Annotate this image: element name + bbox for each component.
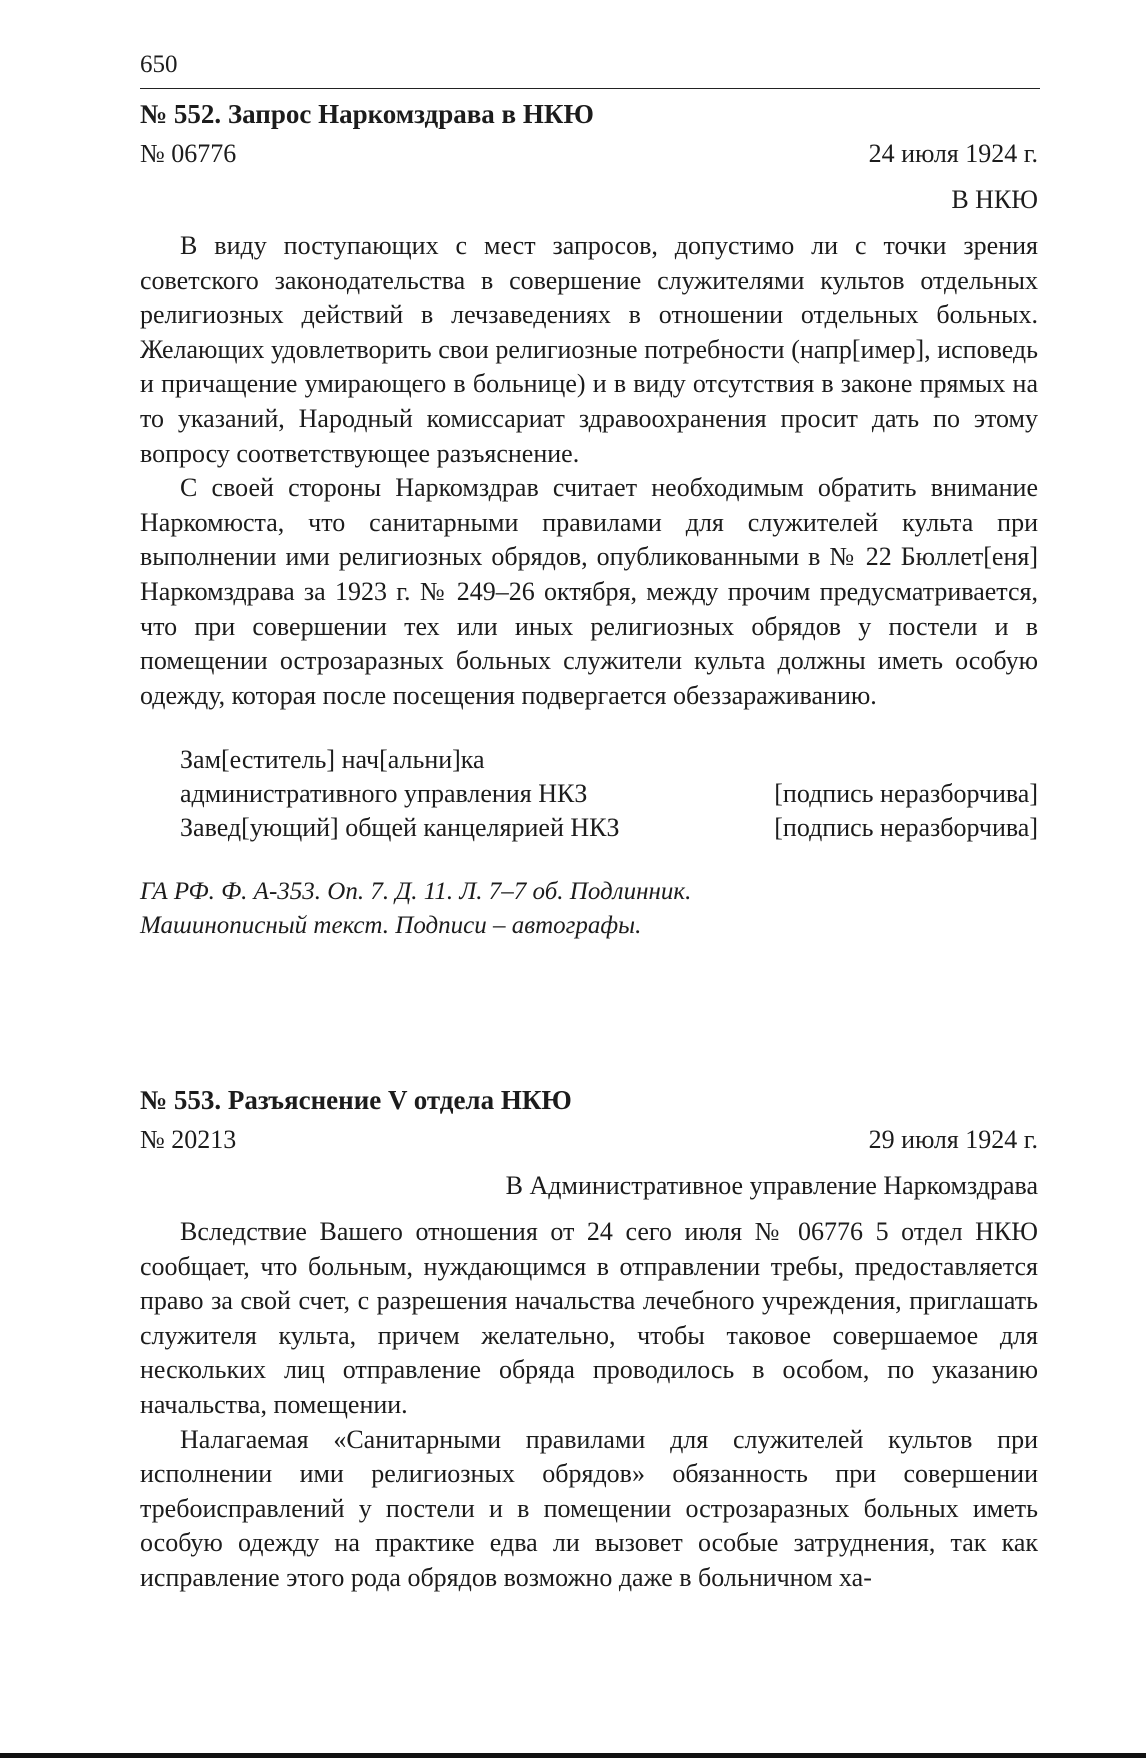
signature-position: административного управления НКЗ xyxy=(180,779,588,809)
signature-position: Завед[ующий] общей канцелярией НКЗ xyxy=(180,813,620,843)
document-body xyxy=(140,229,1038,713)
document-meta xyxy=(140,1123,1038,1157)
signature-line xyxy=(140,811,1038,845)
signature-position: Зам[еститель] нач[альни]ка xyxy=(180,745,485,775)
paragraph: С своей стороны Наркомздрав считает необходимым обратить внимание Наркомюста, что санитарными правилами для служителей культа при выполнении ими религиозных обрядов, опубликованными в № 22 Бюллет[еня] Наркомздрава за 1923 г. № 249–26 октября, между прочим предусматривается, что при совершении тех или иных религиозных обрядов у постели и в помещении острозаразных больных служители культа должны иметь особую одежду, которая после посещения подвергается обеззараживанию. xyxy=(140,473,1038,710)
scan-edge xyxy=(0,1753,1146,1758)
document-body xyxy=(140,1215,1038,1596)
signature-note: [подпись неразборчива] xyxy=(774,779,1038,809)
document-title: № 552. Запрос Наркомздрава в НКЮ xyxy=(140,99,594,129)
signature-line xyxy=(140,777,1038,811)
document-addressee: В НКЮ xyxy=(951,185,1038,214)
paragraph: В виду поступающих с мест запросов, допустимо ли с точки зрения советского законодательства в совершение служителями культов отдельных религиозных действий в лечзаведениях в отношении отдельных больных. Желающих удовлетворить свои религиозные потребности (напр[имер], исповедь и причащение умирающего в больнице) и в виду отсутствия в законе прямых на то указаний, Народный комиссариат здравоохранения просит дать по этому вопросу соответствующее разъяснение. xyxy=(140,231,1038,468)
document-552 xyxy=(140,97,1038,943)
document-date: 29 июля 1924 г. xyxy=(868,1125,1038,1154)
document-number: № 20213 xyxy=(140,1125,237,1154)
header-rule xyxy=(140,88,1040,89)
paragraph: Налагаемая «Санитарными правилами для служителей культов при исполнении ими религиозных обрядов» обязанность при совершении требоисправлений у постели и в помещении острозаразных больных иметь особую одежду на практике едва ли вызовет особые затруднения, так как исправление этого рода обрядов возможно даже в больничном ха- xyxy=(140,1424,1038,1592)
document-date: 24 июля 1924 г. xyxy=(868,139,1038,168)
signature-note: [подпись неразборчива] xyxy=(774,813,1038,843)
source-line: Машинописный текст. Подписи – автографы. xyxy=(140,912,642,940)
document-title: № 553. Разъяснение V отдела НКЮ xyxy=(140,1085,572,1115)
document-meta xyxy=(140,137,1038,171)
document-addressee: В Административное управление Наркомздрава xyxy=(505,1171,1038,1200)
signature-block xyxy=(140,743,1038,845)
paragraph: Вследствие Вашего отношения от 24 сего июля № 06776 5 отдел НКЮ сообщает, что больным, нуждающимся в отправлении требы, предоставляется право за свой счет, с разрешения начальства лечебного учреждения, приглашать служителя культа, причем желательно, чтобы таковое совершаемое для нескольких лиц отправление обряда проводилось в особом, по указанию начальства, помещении. xyxy=(140,1217,1038,1419)
archival-source xyxy=(140,875,1038,943)
page-number: 650 xyxy=(140,51,178,78)
document-number: № 06776 xyxy=(140,139,237,168)
document-553 xyxy=(140,1083,1038,1596)
signature-line xyxy=(140,743,1038,777)
source-line: ГА РФ. Ф. А-353. Оп. 7. Д. 11. Л. 7–7 об. Подлинник. xyxy=(140,878,692,906)
